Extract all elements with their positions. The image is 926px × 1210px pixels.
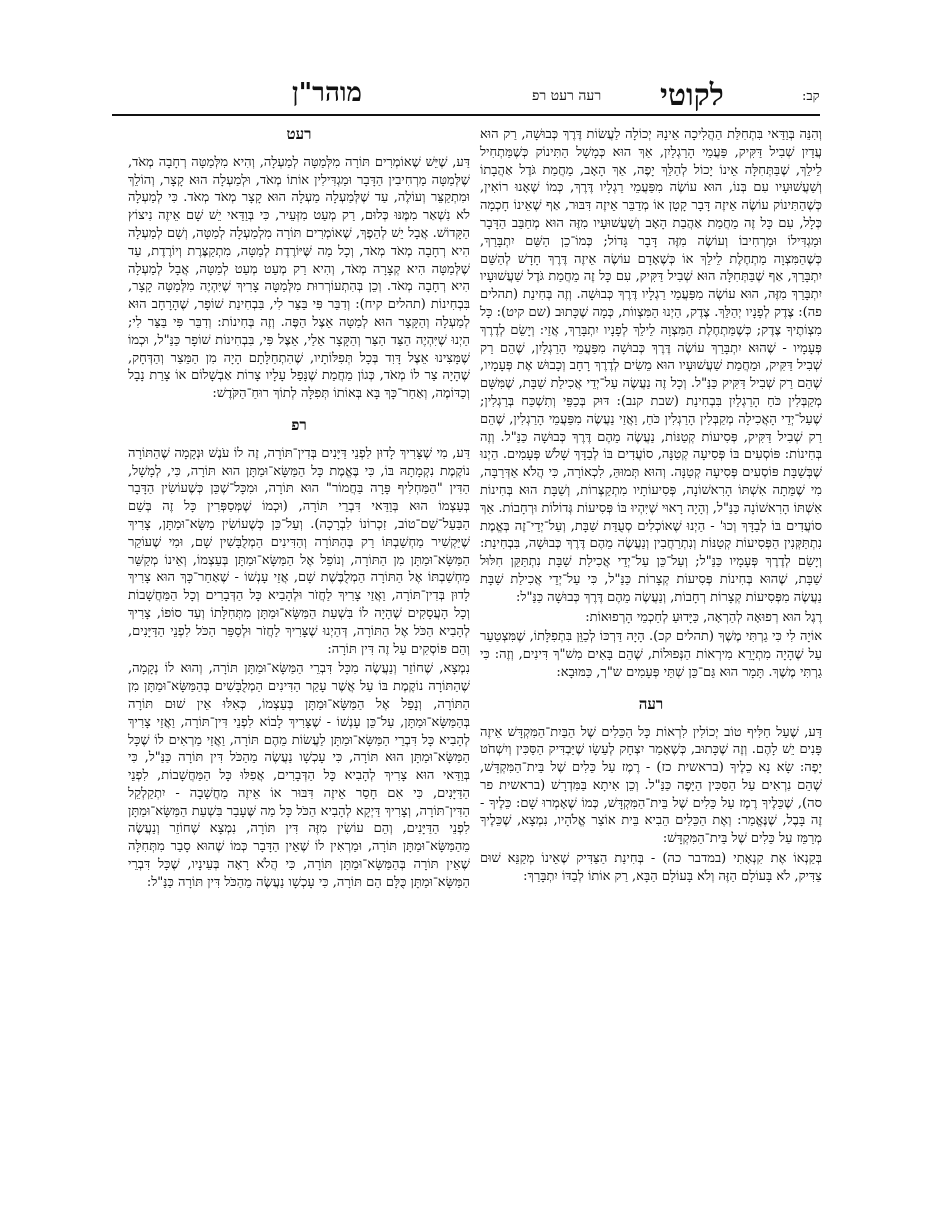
- header-section-numbers: רעה רעט רפ: [532, 88, 602, 104]
- page-number: קב:: [802, 89, 820, 104]
- left-column: [128, 126, 470, 894]
- paragraph: רֶגֶל הוּא רְפוּאָה לְהַרְאָה, כַּיָּדוּעַ לְחַכְמֵי הָרְפוּאוֹת:: [585, 609, 822, 625]
- header-rule: [112, 114, 820, 116]
- paragraph: דַּע, שֶׁיֵּשׁ שֶׁאוֹמְרִים תּוֹרָה מִלְּמַטָּה לְמַעְלָה, וְהִיא מִלְּמַטָּה רְחָבָה מְאֹד, שֶׁלְּמַטָּה מַרְחִיבִין הַדָּבָר וּמַגְדִּילִין אוֹתוֹ מְאֹד, וּלְמַעְלָה הוּא קָצָר, וְהוֹלֵךְ וּמִתְקַצֵּר וְעוֹלֶה, עַד שֶׁלְּמַעְלָה מַעְלָה הוּא קָצָר מְאֹד מְאֹד. כִּי לְמַעְלָה לֹא נִשְׁאַר מִמֶּנּוּ כְּלוּם, רַק מְעַט מִזְּעֵיר, כִּי בְּוַדַּאי יֵשׁ שָׁם אֵיזֶה נִיצוֹץ הַקָּדוֹשׁ. אֲבָל יֵשׁ לְהֵפֶךְ, שֶׁאוֹמְרִים תּוֹרָה מִלְמַעְלָה לְמַטָּה, וְשָׁם לְמַעְלָה הִיא רְחָבָה מְאֹד מְאֹד, וְכָל מַה שֶּׁיּוֹרֶדֶת לְמַטָּה, מִתְקַצֶּרֶת וְיוֹרֶדֶת, עַד שֶׁלְּמַטָּה הִיא קְצָרָה מְאֹד, וְהִיא רַק מְעַט מְעַט לְמַטָּה, אֲבָל לְמַעְלָה הִיא רְחָבָה מְאֹד. וְכֵן בְּהִתְעוֹרְרוּת מִלְּמַטָּה צָרִיךְ שֶׁיִּהְיֶה מִלְּמַטָּה קָצָר, בִּבְחִינוֹת (תהלים קיח): וְדִבֵּר פִּי בַּצַּר לִי, בִּבְחִינַת שׁוֹפָר, שֶׁהָרָחָב הוּא לְמַעְלָה וְהַקָּצָר הוּא לְמַטָּה אֵצֶל הַפֶּה. וְזֶה בְּחִינוֹת: וְדִבֵּר פִּי בַּצַּר לִי; הַיְנוּ שֶׁיִּהְיֶה הַצַּד הַצַּר וְהַקָּצָר אֵלַי, אֵצֶל פִּי, בִּבְחִינוֹת שׁוֹפָר כַּנַּ"ל, וּכְמוֹ שֶׁמָּצִינוּ אֵצֶל דָּוִד בְּכָל תְּפִלּוֹתָיו, שֶׁהִתְחַלָּתָם הָיָה מִן הַמֵּצַר וְהַדְּחָק, שֶׁהָיָה צַר לוֹ מְאֹד, כְּגוֹן מֵחֲמַת שֶׁנָּפַל עָלָיו צָרוֹת אַבְשָׁלוֹם אוֹ צָרַת נָבָל וְכַדּוֹמֶה, וְאַחַר־כָּךְ בָּא בְּאוֹתוֹ תְּפִלָּה לְתוֹךְ רוּחַ־הַקֹּדֶשׁ:: [128, 154, 470, 402]
- right-column: [480, 126, 822, 888]
- paragraph: בְּקַנְאוֹ אֶת קִנְאָתִי (במדבר כה) - בְּחִינַת הַצַּדִּיק שֶׁאֵינוֹ מְקַנֵּא שׁוּם צַדִּיק, לֹא בָּעוֹלָם הַזֶּה וְלֹא בָּעוֹלָם הַבָּא, רַק אוֹתוֹ לְבַדּוֹ יִתְבָּרַךְ:: [480, 851, 822, 884]
- paragraph: דַּע, מִי שֶׁצָּרִיךְ לָדוּן לִפְנֵי דַּיָּנִים בְּדִין־תּוֹרָה, זֶה לוֹ עֹנֶשׁ וּנְקָמָה שֶׁהַתּוֹרָה נוֹקֶמֶת נִקְמָתָהּ בּוֹ, כִּי בֶּאֱמֶת כָּל הַמַּשָּׂא־וּמַתָּן הוּא תּוֹרָה, כִּי, לְמָשָׁל, הַדִּין "הַמַּחְלִיף פָּרָה בַּחֲמוֹר" הוּא תּוֹרָה, וּמִכָּל־שֶׁכֵּן כְּשֶׁעוֹשִׂין הַדָּבָר בְּעַצְמוֹ הוּא בְּוַדַּאי דִּבְרֵי תּוֹרָה, (וּכְמוֹ שֶׁמְּסַפְּרִין כָּל זֶה בְּשֵׁם הַבַּעַל־שֵׁם־טוֹב, זִכְרוֹנוֹ לִבְרָכָה). וְעַל־כֵּן כְּשֶׁעוֹשִׂין מַשָּׂא־וּמַתָּן, צָרִיךְ שֶׁיַּקְשִׁיר מַחְשַׁבְתּוֹ רַק בְּהַתּוֹרָה וְהַדִּינִים הַמְלֻבָּשִׁין שָׁם, וּמִי שֶׁעוֹקֵר הַמַּשָּׂא־וּמַתָּן מִן הַתּוֹרָה, וְנוֹפֵל אֶל הַמַּשָּׂא־וּמַתָּן בְּעַצְמוֹ, וְאֵינוֹ מְקַשֵּׁר מַחְשַׁבְתּוֹ אֶל הַתּוֹרָה הַמְלֻבֶּשֶׁת שָׁם, אֲזַי עָנְשׁוֹ - שֶׁאַחַר־כָּךְ הוּא צָרִיךְ לָדוּן בְּדִין־תּוֹרָה, וַאֲזַי צָרִיךְ לַחֲזֹר וּלְהָבִיא כָּל הַדְּבָרִים וְכָל הַמַּחֲשָׁבוֹת וְכָל הָעֲסָקִים שֶׁהָיָה לוֹ בִּשְׁעַת הַמַּשָּׂא־וּמַתָּן מִתְּחִלָּתוֹ וְעַד סוֹפוֹ, צָרִיךְ לְהָבִיא הַכֹּל אֶל הַתּוֹרָה, דְּהַיְנוּ שֶׁצָּרִיךְ לַחֲזֹר וּלְסַפֵּר הַכֹּל לִפְנֵי הַדַּיָּנִים, וְהֵם פּוֹסְקִים עַל זֶה דִּין תּוֹרָה:: [128, 445, 470, 657]
- running-header: [112, 78, 830, 114]
- paragraph: דַּע, שֶׁעַל חַלִּיף טוֹב יְכוֹלִין לִרְאוֹת כָּל הַכֵּלִים שֶׁל הַבַּיִת־הַמִּקְדָּשׁ אֵיזֶה פָּנִים יֵשׁ לָהֶם. וְזֶה שֶׁכָּתוּב, כְּשֶׁאָמַר יִצְחָק לְעֵשָׂו שֶׁיַּבְדִּיק הַסַּכִּין וְיִשְׁחֹט יָפֶה: שָׂא נָא כֵלֶיךָ (בראשית כז) - רֶמֶז עַל כֵּלִים שֶׁל בֵּית־הַמִּקְדָּשׁ, שֶׁהֵם נִרְאִים עַל הַסַּכִּין הַיָּפֶה כַּנַּ"ל. וְכֵן אִיתָא בַּמִּדְרָשׁ (בראשית פר סה), שֶׁכֵּלֶיךָ רֶמֶז עַל כֵּלִים שֶׁל בֵּית־הַמִּקְדָּשׁ, כְּמוֹ שֶׁאָמְרוּ שָׁם: כֵּלֶיךָ - זֶה בָּבֶל, שֶׁנֶּאֱמַר: וְאֶת הַכֵּלִים הֵבִיא בֵּית אוֹצַר אֱלֹהָיו, נִמְצָא, שֶׁכֵּלֶיךָ מְרַמֵּז עַל כֵּלִים שֶׁל בֵּית־הַמִּקְדָּשׁ:: [480, 724, 822, 847]
- header-title-likutei: לקוטי: [660, 78, 724, 113]
- section-heading: רעט: [286, 125, 312, 143]
- header-title-moharan: מוהר"ן: [292, 78, 362, 108]
- section-heading: רפ: [291, 415, 307, 434]
- section-heading: רעה: [638, 694, 664, 713]
- paragraph: אוֹיָה לִי כִּי גַרְתִּי מֶשֶׁךְ (תהלים קכ). הָיָה דַּרְכּוֹ לְכַוֵּן בִּתְפִלָּתוֹ, שֶׁמִּצְטַעֵר עַל שֶׁהָיָה מִתְיָרֵא מִירְאוֹת הַנְּפוּלוֹת, שֶׁהֵם בָּאִים מִשׁ"ךְ דִּינִים, וְזֶה: כִּי גַרְתִּי מֶשֶׁךְ. תָּמָר הוּא גַּם־כֵּן שְׁתֵּי פְּעָמִים ש"ך, כַּמּוּבָא:: [480, 629, 822, 680]
- paragraph: נִמְצָא, שֶׁחוֹזֵר וְנַעֲשֶׂה מִכָּל דִּבְרֵי הַמַּשָּׂא־וּמַתָּן תּוֹרָה, וְהוּא לוֹ נְקָמָה, שֶׁהַתּוֹרָה נוֹקֶמֶת בּוֹ עַל אֲשֶׁר עָקַר הַדִּינִים הַמְלֻבָּשִׁים בְּהַמַּשָּׂא־וּמַתָּן מִן הַתּוֹרָה, וְנָפַל אֶל הַמַּשָּׂא־וּמַתָּן בְּעַצְמוֹ, כְּאִלּוּ אֵין שׁוּם תּוֹרָה בְּהַמַּשָּׂא־וּמַתָּן, עַל־כֵּן עָנְשׁוֹ - שֶׁצָּרִיךְ לָבוֹא לִפְנֵי דִּין־תּוֹרָה, וַאֲזַי צָרִיךְ לְהָבִיא כָּל דִּבְרֵי הַמַּשָּׂא־וּמַתָּן לַעֲשׂוֹת מֵהֶם תּוֹרָה, וַאֲזַי מַרְאִים לוֹ שֶׁכָּל הַמַּשָּׂא־וּמַתָּן הוּא תּוֹרָה, כִּי עָכְשָׁו נַעֲשֶׂה מֵהַכֹּל דִּין תּוֹרָה כַּנַּ"ל, כִּי בְּוַדַּאי הוּא צָרִיךְ לְהָבִיא כָּל הַדְּבָרִים, אֲפִלּוּ כָּל הַמַּחֲשָׁבוֹת, לִפְנֵי הַדַּיָּנִים, כִּי אִם חָסֵר אֵיזֶה דִּבּוּר אוֹ אֵיזֶה מַחֲשָׁבָה - יִתְקַלְקֵל הַדִּין־תּוֹרָה, וְצָרִיךְ דַּיְקָא לְהָבִיא הַכֹּל כָּל מַה שֶּׁעָבַר בִּשְׁעַת הַמַּשָּׂא־וּמַתָּן לִפְנֵי הַדַּיָּנִים, וְהֵם עוֹשִׂין מִזֶּה דִּין תּוֹרָה, נִמְצָא שֶׁחוֹזֵר וְנַעֲשֶׂה מֵהַמַּשָּׂא־וּמַתָּן תּוֹרָה, וּמַרְאִין לוֹ שֶׁאֵין הַדָּבָר כְּמוֹ שֶׁהוּא סָבַר מִתְּחִלָּה שֶׁאֵין תּוֹרָה בְּהַמַּשָּׂא־וּמַתָּן תּוֹרָה, כִּי הֲלֹא רָאָה בְּעֵינָיו, שֶׁכָּל דִּבְרֵי הַמַּשָּׂא־וּמַתָּן כֻּלָּם הֵם תּוֹרָה, כִּי עָכְשָׁו נַעֲשֶׂה מֵהַכֹּל דִּין תּוֹרָה כַּנַּ"ל:: [128, 661, 470, 890]
- paragraph: וְהִנֵּה בְּוַדַּאי בִּתְחִלַּת הַהֲלִיכָה אֵינָהּ יְכוֹלָה לַעֲשׂוֹת דֶּרֶךְ כְּבוּשָׁה, רַק הוּא עֲדַיִן שְׁבִיל דַּקִּיק, פַּעֲמֵי הָרַגְלַיִן, אַךְ הוּא כְּמָשָׁל הַתִּינוֹק כְּשֶׁמַּתְחִיל לֵילֵךְ, שֶׁבַּתְּחִלָּה אֵינוֹ יָכוֹל לְהַלֵּךְ יָפֶה, אַךְ הָאָב, מֵחֲמַת גֹּדֶל אַהֲבָתוֹ וְשַׁעֲשׁוּעָיו עִם בְּנוֹ, הוּא עוֹשֶׂה מִפַּעֲמֵי רַגְלָיו דֶּרֶךְ, כְּמוֹ שֶׁאָנוּ רוֹאִין, כְּשֶׁהַתִּינוֹק עוֹשֶׂה אֵיזֶה דָּבָר קָטָן אוֹ מְדַבֵּר אֵיזֶה דִּבּוּר, אַף שֶׁאֵינוֹ חָכְמָה כְּלָל, עִם כָּל זֶה מֵחֲמַת אַהֲבַת הָאָב וְשַׁעֲשׁוּעָיו מִזֶּה הוּא מְחַבֵּב הַדָּבָר וּמַגְדִּילוֹ וּמַרְחִיבוֹ וְעוֹשֶׂה מִזֶּה דָּבָר גָּדוֹל; כְּמוֹ־כֵן הַשֵּׁם יִתְבָּרַךְ, כְּשֶׁהַמִּצְוָה מַתְחֶלֶת לֵילֵךְ אוֹ כְּשֶׁאָדָם עוֹשֶׂה אֵיזֶה דֶּרֶךְ חָדָשׁ לְהַשֵּׁם יִתְבָּרַךְ, אַף שֶׁבַּתְּחִלָּה הוּא שְׁבִיל דַּקִּיק, עִם כָּל זֶה מֵחֲמַת גֹּדֶל שַׁעֲשׁוּעָיו יִתְבָּרַךְ מִזֶּה, הוּא עוֹשֶׂה מִפַּעֲמֵי רַגְלָיו דֶּרֶךְ כְּבוּשָׁה. וְזֶה בְּחִינַת (תהלים פה): צֶדֶק לְפָנָיו יְהַלֵּךְ. צֶדֶק, הַיְנוּ הַמִּצְווֹת, כְּמָה שֶׁכָּתוּב (שם קיט): כָּל מִצְוֹתֶיךָ צֶדֶק; כְּשֶׁמַּתְחֶלֶת הַמִּצְוָה לֵילֵךְ לְפָנָיו יִתְבָּרַךְ, אֲזַי: וְיָשֵׂם לְדֶרֶךְ פְּעָמָיו - שֶׁהוּא יִתְבָּרַךְ עוֹשֶׂה דֶּרֶךְ כְּבוּשָׁה מִפַּעֲמֵי הָרַגְלַיִן, שֶׁהֵם רַק שְׁבִיל דַּקִּיק, וּמֵחֲמַת שַׁעֲשׁוּעָיו הוּא מֵשִׂים לְדֶרֶךְ רָחָב וְכָבוּשׁ אֶת פְּעָמָיו, שֶׁהֵם רַק שְׁבִיל דַּקִּיק כַּנַּ"ל. וְכָל זֶה נַעֲשֶׂה עַל־יְדֵי אֲכִילַת שַׁבָּת, שֶׁמִּשָּׁם מְקַבְּלִין כֹּחַ הָרַגְלַיִן בִּבְחִינַת (שבת קנב): דּוּק בְּכַפֵּי וְתִשְׁכַּח בְּרַגְלִין; שֶׁעַל־יְדֵי הָאֲכִילָה מְקַבְּלִין הָרַגְלִין כֹּחַ, וַאֲזַי נַעֲשֶׂה מִפַּעֲמֵי הָרַגְלִין, שֶׁהֵם רַק שְׁבִיל דַּקִּיק, פְּסִיעוֹת קְטַנּוֹת, נַעֲשֶׂה מֵהֶם דֶּרֶךְ כְּבוּשָׁה כַּנַּ"ל. וְזֶה בְּחִינוֹת: פּוֹסְעִים בּוֹ פְּסִיעָה קְטַנָּה, סוֹעֲדִים בּוֹ לְבַדָּךְ שָׁלֹשׁ פְּעָמִים. הַיְנוּ שֶׁבְּשַׁבָּת פּוֹסְעִים פְּסִיעָה קְטַנָּה. וְהוּא תְּמוּהַּ, לִכְאוֹרָה, כִּי הֲלֹא אַדְּרַבָּה, מִי שֶׁמֵּתָה אִשְׁתּוֹ הָרִאשׁוֹנָה, פְּסִיעוֹתָיו מִתְקַצְּרוֹת, וְשַׁבָּת הוּא בְּחִינוֹת אִשְׁתּוֹ הָרִאשׁוֹנָה כַּנַּ"ל, וְהָיָה רָאוּי שֶׁיִּהְיוּ בּוֹ פְּסִיעוֹת גְּדוֹלוֹת וּרְחָבוֹת. אַךְ סוֹעֲדִים בּוֹ לְבַדָּךְ וְכוּ' - הַיְנוּ שֶׁאוֹכְלִים סְעֻדַּת שַׁבָּת, וְעַל־יְדֵי־זֶה בְּאֱמֶת נִתְתַּקְּנִין הַפְּסִיעוֹת קְטַנּוֹת וְנִתְרַחֲבִין וְנַעֲשֶׂה מֵהֶם דֶּרֶךְ כְּבוּשָׁה, בִּבְחִינַת: וְיָשֵׂם לְדֶרֶךְ פְּעָמָיו כַּנַּ"ל; וְעַל־כֵּן עַל־יְדֵי אֲכִילַת שַׁבָּת נִתְתַּקֵּן חִלּוּל שַׁבָּת, שֶׁהוּא בְּחִינוֹת פְּסִיעוֹת קְצָרוֹת כַּנַּ"ל, כִּי עַל־יְדֵי אֲכִילַת שַׁבָּת נַעֲשֶׂה מִפְּסִיעוֹת קְצָרוֹת רְחָבוֹת, וְנַעֲשֶׂה מֵהֶם דֶּרֶךְ כְּבוּשָׁה כַּנַּ"ל:: [480, 127, 822, 605]
